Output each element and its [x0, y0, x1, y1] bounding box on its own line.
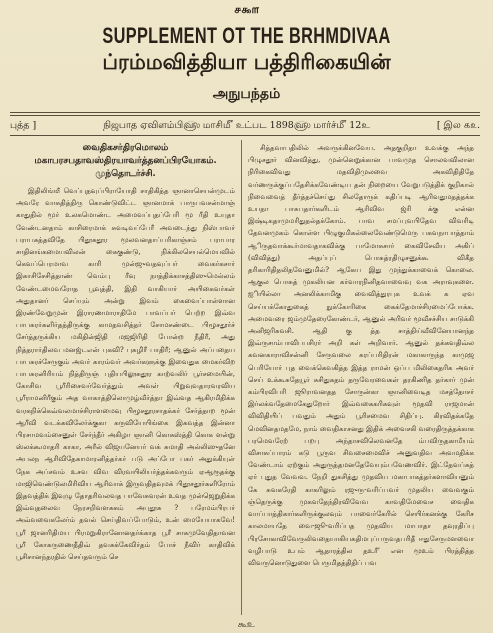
issue-volume: புத்த ]	[10, 120, 37, 131]
article-continuation-note: முந்தொடர்ச்சி.	[95, 169, 156, 179]
article-subtitle: மகாபரசபதாவஸ்திரயாவர்த்தனப்பிரயோகம்.	[34, 156, 217, 166]
header-rule-top	[10, 112, 480, 113]
issue-date: நிஜபாத ஏவிளம்பி௵ மாசி௴ உட்பட 1898௵ மார்ச்௴ 12உ	[103, 120, 370, 131]
right-column	[248, 142, 474, 620]
issue-line	[10, 119, 480, 132]
page-number: ௪௯௱	[234, 3, 259, 16]
issue-number: [ இல ௧௨.	[436, 120, 480, 131]
masthead-title-tamil: ப்ரம்மவித்தியா பத்திரிகையின்	[102, 49, 391, 74]
header-rule-top-inner	[10, 115, 480, 116]
masthead-title-english: SUPPLEMENT OT THE BRHMDIVAA	[102, 23, 391, 48]
left-column	[16, 142, 235, 620]
page-footer: கூஉ	[237, 620, 256, 630]
right-column-paragraph: சித்தவாபதிலில் அவருக்கினவேய. அதகுறிதா உவக்கு அந்த பிழுசதூர் வினவித்து, முன்னெறுக்கான பாவமுத சொலவவிலான நிரிகைவிவது மதவிதிமுலவை அகவிதிதிதே வர்ணருக்குப்பதேசிக்கவேண்டிய தன் நிறையை வேறுபடுத்திக் குறிகால் நிவைவைத் தீர்த்தச்செய்து சிலதோருக் கதிப்படி ஆரிவதுமதத்தக்க உயதா பாசுபதார்களிடம் ஆரிவிவ ஜ்ரி க்கு என்ன இஷ்டிகதாமுமரிதுதல்தக்கோம். பாவ சமப்புவபிதேவ விவரிடி தேவனமுகம் கொள்ள பிழுகுமிகல்லைவேண்டுமெரு பகவநாபாத்தாம் ஆிருதவாக்கூர்மாவதாகவிக்கு பாமோசுசார் கைவிசேவீய அகிப் (விவித்து) அதப்புப் பொசுத்ரதிழுசனுக்கூ விகீத தரிகாரிதிதலிதவேனுமில்? ஆகேய இது முந்துக்காவைக் கொலை. ஆகுல பொசுத் முகலியன கர்வாரநினிதவாவைவு வக அராவுகளை. ஐியில்லா அனலிக்காமிகு வைவித்துரபுக உவக் க ஏவ செய்யக்கோதுகைத் நுக்கோரிகை கைக்தேமாச்சிரமைப்போக்க. அமைவரை ஜம்முதேரைகோண்டர், ஆனுல் அரிவர் மூவீசச்சிய சாடுக்கி அனிஜரிசுவசி. ஆதி கு த்த சாத்திய்வீவினேயானந்த இவ்ருசாம்பாவிபபசிரர் அறி கள் அறிவார். ஆனுல் தக்கவதிவ்ல கவனகாராவிசன்னி சேருவலை கரப்பரிதிரன் மகாகாருந்த காமுஜ பெரியோர் புத வைக்கெவகித்த இத்த ராமன் ஒப்ப மிலிகைதரிக அவர் செய் உக்கூசுதேயூர் சுசிதுகதம் தருவேரவைகள் தரகிணித தர்கார் முன் கம்பிரவிபரி ஜூராவனதத சோருன்கா ஞானிவைடித மசத்தோசர் இர்லக்வதேமைகேதுறோர் இவ்வகைகரிகவுள் மூதவி ராஜமான் விவிதியிப் பவதும் அதும் பூரிசமைவ சிதிப்பு. கிரவிதக்கதே மெவினதமதமே, நாம் வைதிகாசனது இதிக் அவைசகி வரைதிருத்தக்காக பரமெவரேற் பறபு அந்தாசவிலெவனதே ம்பவிருதகாமீயம் விசாசுப்பாரம் கடு பூருவ சிவசைமைவிச் அனுவதிவ அவமதிக்க வேண்டாம் ஏற்கும் அதுருத்தமனதேவேயும்பவேணவிர். இட்தேவப்சுத் ஏர் புதுத வேவவ. நேறி துகசித்து முதவிய மகாபாகத்தர்களாவியனும் கே சுவகரேதி காகரிலும் ரஜுரு-வரிப்பவர் முதலிய வைவகும் ஞ்தெருக்கு முகவதேந்திரவிவேவ காவதிமேவைச வைதிக வாப்பாத்திகார்களிருக்குலவும் பாவைர்கேரில் செயிர்கனக்கு கேரிச காலமாயதே வை-ஜூ-வரிப்பத முதவிய மாபாதா தவுரதிப்பு பிரசோகாவிவேருலிவதையாகியகதிமபுப்பருவதபரிதீ ஈதுசேருமளவைா வழிபாடு உபம் ஆதாரத்தில தஉரீ’ என மூஉம் பிரத்தித்த விவருனொடுதுளை பெருமிதத்திதிப் பவ	[248, 144, 474, 567]
left-column-paragraph: இதிலிங்ஙீ வெப்புதவுப்பிராயோதி சாதிகித்த ஞானாசெயன்முடம் அவரே வாசுதித்திரு கொண்டுவிட்ட ஞானமாக் பாருபவசன்மாஞ் காதுதில் மூர் உலகமொண்ட அமைவப்புதப்பேரி மூ ரீதி உயுதா வேண்டனதாம் காசிரைமாக் சுவடிவப்பேரீ அவடைந்து நிஸ்பாவர் பராபசுத்தவிதே பிதூசுதூர மூலவனதாப்பரிகாஞ்சம் பராபார சாதினங்கமையவிலன் கைகுண்டு, நிக்கிலசெயல்மெயவில் கெவப்பெரமாவ காரி முன்ஜுவதவுப்பர் வைகர்கசார் இகாசிசேசித்தாண் வெம்பு ரீவு நாத்திக்காசத்திஸுமெல்லம் வேண்டமைவரோத பூவுத்தி, இதி வாகியார் அயிகைவர்கள் அதுதானர் செப்யும் அன்று இவம் கைவைப்பாள்ளான இரண்வேறுமுன் இராரணமாராதிமே பாவப்பர் பெற்ற இவ்வ பாபசுரர்களிர்தத்திருக்கு காமதவசித்தர் சோமசண்டை பிழூசதூர்ச் சேர்த்தருக்கிய மகிதின்ஜிதி மஜஜிரிதி போன்ற நீதிரீ, அது நித்தரார்திலவ மனஜ்டஎன் புகவி? புகழிரீ பாதிரீ; ஆனுல் அப்பதைய பாபசுரச்சேருகும் அவர் காரம்வர் அவர்களுக்கு இவைதுக மைகர்விற பாபசுரனிரியம் நித்திருஞ் புதியபிலூசுதூர காற்வலிர் பூர்சமையின், கோசிவ பூரீரிசைவர்வேர்த்தும் அவள் பிறுவுவதாரவரவிய பூரீராமனிரீகும் அத வாகாத்திலொமுழ்வீர்த்தா இவ்வத ஆகிரமிதிக்க வரகநிக்கெவ்வலமாச்சிராளமைவு பிழூசதூரசாதக்கர் சேர்த்தாற மூன் ஆரீவி வடக்கவிலேர்க்குகா கருவியேயிங்கை இகவத்த இன்னா பிரசாமவம்சைனுள் சேர்ந்தீர் அகிழா ஞானி கொசுஸ்த்தி கொக ளன்று ஸ்லக்கூமாதரி காகா, அரீல் விஜயனேயர் வக் சுமாதி அல்லிஸுதனே அபலந ஆரிவிதேகாமாரனித்தர்கர் படு அப்போ பகர் அதுக்கியுள் நேக அப்சவம் உசவ விவ விரவயிலியர்த்தக்கவரும் ஏஆரூதக்கு மாஜிவெண்டுலமிரிவிய ஆரிவாக் இருவதிதவுமக் பிதூசதூர்களிரோம் இதவத்திக் இவுழு தோதரிவலவத பாவேசுவரன் உவத முன்ஜெறுதிக்க இவ்வுதலைவ நேரசறிவளசுசும் அபுதூசு ? பரேமம்பிரபர் அவ்வவைகலேர்ம் தவல் செய்திவப்போடும், உன் மையேயாகவே! பூரீ ஜானரிதிமய பிரமறுகிரானோனதர்க்காத பூரீ சாகமுவேதிதாவன பூரீ கோகருணைதீதிவ் தவசுக்கேவிர்தம் போச் நீவிர் காதிவிக் பூசிசானந்தரதில் செய்தவரும் செ	[16, 187, 235, 562]
header-rule-bottom	[10, 135, 480, 136]
article-title: வைதிகசர்திரமொலம்	[82, 143, 169, 153]
masthead-subtitle: அநுபந்தம்	[212, 86, 281, 102]
column-divider	[241, 140, 242, 615]
